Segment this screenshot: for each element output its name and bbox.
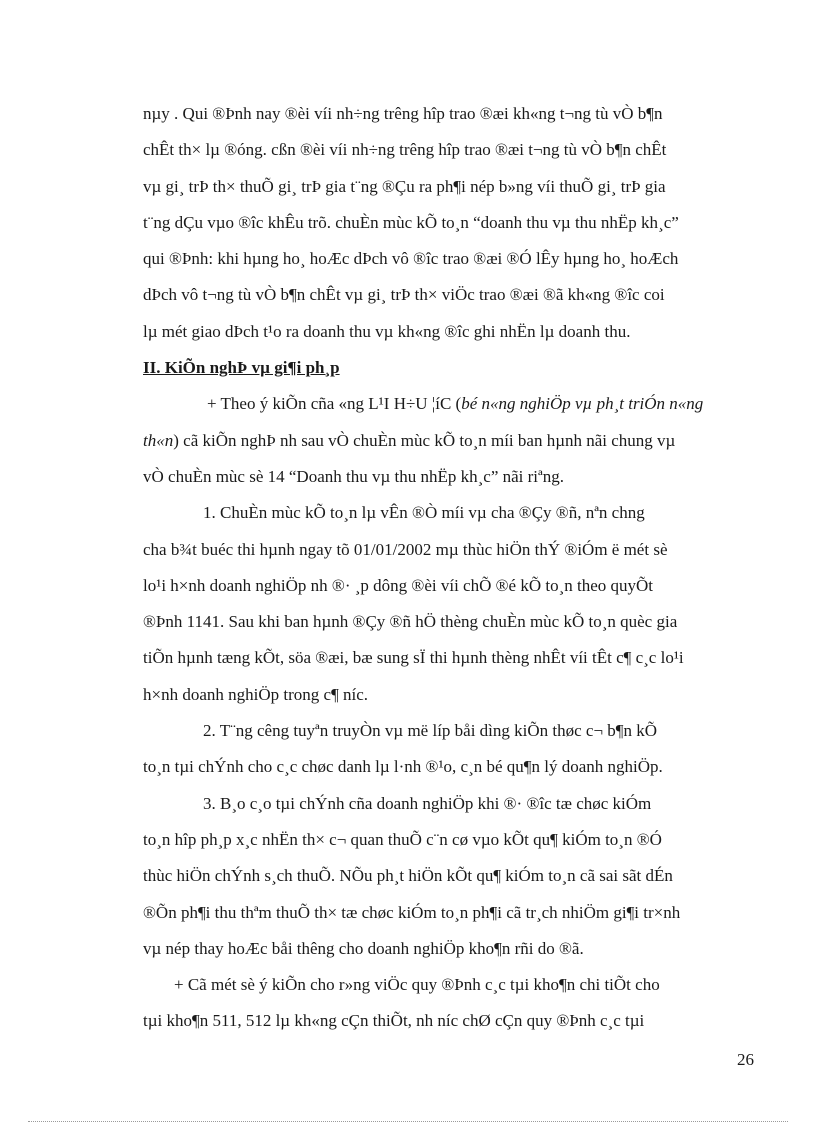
list-item-line: tiÕn hµnh tæng kÕt, söa ®æi, bæ sung sÏ thi hµnh thèng nhÊt víi tÊt c¶ c¸c lo¹i bbox=[143, 648, 684, 668]
text-span: ) cã kiÕn nghÞ nh sau vÒ chuÈn mùc kÕ to¸n míi ban hµnh nãi chung vµ bbox=[173, 430, 676, 450]
text-line: vµ gi¸ trÞ th× thuÕ gi¸ trÞ gia t¨ng ®Çu ra ph¶i nép b»ng víi thuÕ gi¸ trÞ gia bbox=[143, 176, 666, 196]
list-item-line: vµ nép thay hoÆc båi thêng cho doanh nghiÖp kho¶n rñi do ®ã. bbox=[143, 938, 584, 958]
italic-span: th«n bbox=[143, 430, 174, 450]
italic-span: bé n«ng nghiÖp vµ ph¸t triÓn n«ng bbox=[461, 394, 704, 414]
list-item-line: cha b¾t buéc thi hµnh ngay tõ 01/01/2002 mµ thùc hiÖn thÝ ®iÓm ë mét sè bbox=[143, 539, 668, 559]
page-number: 26 bbox=[737, 1050, 754, 1069]
text-line: nµy . Qui ®Þnh nay ®èi víi nh÷ng trêng hîp trao ®æi kh«ng t¬ng tù vÒ b¶n bbox=[143, 104, 663, 123]
paragraph-line: vÒ chuÈn mùc sè 14 “Doanh thu vµ thu nhËp kh¸c” nãi riªng. bbox=[143, 466, 564, 486]
text-line: lµ mét giao dÞch t¹o ra doanh thu vµ kh«ng ®îc ghi nhËn lµ doanh thu. bbox=[143, 321, 631, 341]
list-item-line: to¸n hîp ph¸p x¸c nhËn th× c¬ quan thuÕ c¨n cø vµo kÕt qu¶ kiÓm to¸n ®Ó bbox=[143, 829, 662, 849]
list-item-line: thùc hiÖn chÝnh s¸ch thuÕ. NÕu ph¸t hiÖn kÕt qu¶ kiÓm to¸n cã sai sãt dÉn bbox=[143, 866, 673, 886]
body-text bbox=[143, 96, 741, 1040]
list-item-line: to¸n tµi chÝnh cho c¸c chøc danh lµ l·nh ®¹o, c¸n bé qu¶n lý doanh nghiÖp. bbox=[143, 757, 663, 777]
list-item-line: 3. B¸o c¸o tµi chÝnh cña doanh nghiÖp khi ®· ®îc tæ chøc kiÓm bbox=[203, 793, 652, 813]
section-heading: II. KiÕn nghÞ vµ gi¶i ph¸p bbox=[143, 358, 340, 378]
paragraph-line: tµi kho¶n 511, 512 lµ kh«ng cÇn thiÕt, nh níc chØ cÇn quy ®Þnh c¸c tµi bbox=[143, 1011, 645, 1031]
footer-divider bbox=[28, 1121, 788, 1122]
text-line: dÞch vô t¬ng tù vÒ b¶n chÊt vµ gi¸ trÞ th× viÖc trao ®æi ®ã kh«ng ®îc coi bbox=[143, 285, 665, 305]
text-span: + Theo ý kiÕn cña «ng L¹I H÷U ¦íC ( bbox=[207, 394, 462, 414]
paragraph-line bbox=[143, 386, 741, 422]
list-item-line: 2. T¨ng cêng tuyªn truyÒn vµ më líp båi dìng kiÕn thøc c¬ b¶n kÕ bbox=[203, 721, 658, 741]
list-item-line: h×nh doanh nghiÖp trong c¶ níc. bbox=[143, 684, 369, 704]
paragraph-line bbox=[143, 423, 741, 459]
paragraph-line: + Cã mét sè ý kiÕn cho r»ng viÖc quy ®Þnh c¸c tµi kho¶n chi tiÕt cho bbox=[174, 975, 660, 995]
text-line: chÊt th× lµ ®óng. cßn ®èi víi nh÷ng trêng hîp trao ®æi t¬ng tù vÒ b¶n chÊt bbox=[143, 140, 667, 160]
text-line: qui ®Þnh: khi hµng ho¸ hoÆc dÞch vô ®îc trao ®æi ®Ó lÊy hµng ho¸ hoÆch bbox=[143, 249, 679, 269]
list-item-line: 1. ChuÈn mùc kÕ to¸n lµ vÊn ®Ò míi vµ cha ®Çy ®ñ, nªn chng bbox=[203, 503, 645, 523]
list-item-line: lo¹i h×nh doanh nghiÖp nh ®· ¸p dông ®èi víi chÕ ®é kÕ to¸n theo quyÕt bbox=[143, 575, 654, 595]
list-item-line: ®Õn ph¶i thu thªm thuÕ th× tæ chøc kiÓm to¸n ph¶i cã tr¸ch nhiÖm gi¶i tr×nh bbox=[143, 902, 681, 922]
list-item-line: ®Þnh 1141. Sau khi ban hµnh ®Çy ®ñ hÖ thèng chuÈn mùc kÕ to¸n quèc gia bbox=[143, 612, 678, 632]
text-line: t¨ng dÇu vµo ®îc khÊu trõ. chuÈn mùc kÕ to¸n “doanh thu vµ thu nhËp kh¸c” bbox=[143, 212, 679, 232]
